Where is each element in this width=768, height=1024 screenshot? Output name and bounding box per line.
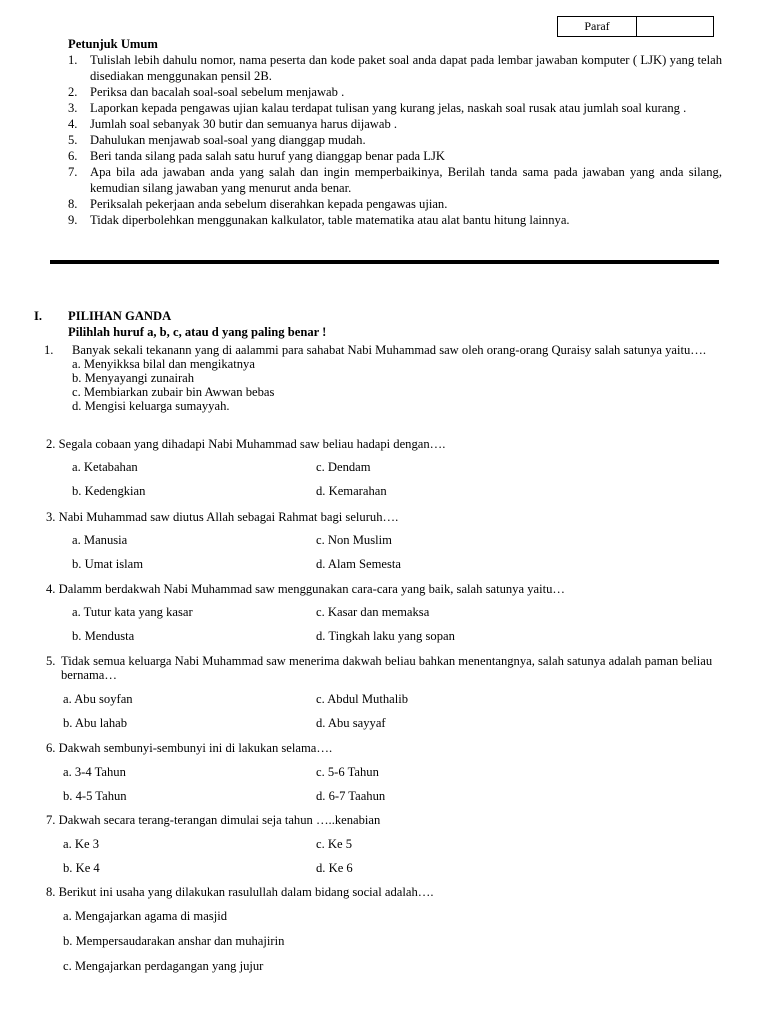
option-b[interactable]: b. Mempersaudarakan anshar dan muhajirin [63, 934, 285, 948]
instruction-text: Dahulukan menjawab soal-soal yang dianggap mudah. [90, 133, 366, 147]
option-c[interactable]: c. Mengajarkan perdagangan yang jujur [63, 959, 264, 973]
instruction-item [68, 196, 722, 212]
instruction-item [68, 116, 722, 132]
instruction-text: Beri tanda silang pada salah satu huruf yang dianggap benar pada LJK [90, 149, 445, 163]
instruction-item [68, 52, 722, 84]
section-heading [34, 309, 171, 324]
question-text: Dakwah sembunyi-sembunyi ini di lakukan selama…. [58, 741, 333, 755]
question-number: 2. [46, 437, 56, 451]
instruction-item [68, 148, 722, 164]
question-text: Nabi Muhammad saw diutus Allah sebagai Rahmat bagi seluruh…. [58, 510, 399, 524]
instruction-number: 1. [68, 53, 78, 67]
instruction-item [68, 212, 722, 228]
question-6 [46, 741, 332, 755]
option-d[interactable]: d. 6-7 Taahun [316, 789, 386, 803]
option-c[interactable]: c. Non Muslim [316, 533, 392, 547]
option-a[interactable]: a. Menyikksa bilal dan mengikatnya [72, 357, 255, 371]
instruction-number: 5. [68, 133, 78, 147]
option-d[interactable]: d. Ke 6 [316, 861, 353, 875]
instruction-text: Tidak diperbolehkan menggunakan kalkulator, table matematika atau alat bantu hitung lainnya. [90, 213, 570, 227]
option-c[interactable]: c. Ke 5 [316, 837, 353, 851]
question-number: 1. [44, 343, 54, 357]
option-b[interactable]: b. Kedengkian [72, 484, 146, 498]
question-3 [46, 510, 398, 524]
question-4 [46, 582, 565, 596]
option-a[interactable]: a. Ketabahan [72, 460, 138, 474]
option-b[interactable]: b. Mendusta [72, 629, 135, 643]
option-a[interactable]: a. Abu soyfan [63, 692, 133, 706]
option-b[interactable]: b. Abu lahab [63, 716, 128, 730]
instruction-item [68, 132, 722, 148]
question-number: 5. [46, 654, 56, 668]
option-a[interactable]: a. Mengajarkan agama di masjid [63, 909, 228, 923]
instruction-number: 6. [68, 149, 78, 163]
option-c[interactable]: c. Kasar dan memaksa [316, 605, 430, 619]
question-1 [44, 343, 724, 413]
option-b[interactable]: b. Ke 4 [63, 861, 100, 875]
option-a[interactable]: a. Ke 3 [63, 837, 100, 851]
option-b[interactable]: b. Umat islam [72, 557, 144, 571]
option-c[interactable]: c. Membiarkan zubair bin Awwan bebas [72, 385, 275, 399]
paraf-label: Paraf [558, 17, 637, 36]
option-d[interactable]: d. Mengisi keluarga sumayyah. [72, 399, 230, 413]
paraf-signature-field[interactable] [637, 17, 713, 36]
instruction-item [68, 164, 722, 196]
question-text: Banyak sekali tekanann yang di aalammi para sahabat Nabi Muhammad saw oleh orang-orang Quraisy salah satunya yaitu…. [72, 343, 707, 357]
option-a[interactable]: a. 3-4 Tahun [63, 765, 126, 779]
instruction-text: Periksalah pekerjaan anda sebelum diserahkan kepada pengawas ujian. [90, 197, 448, 211]
instruction-text: Apa bila ada jawaban anda yang salah dan ingin memperbaikinya, Berilah tanda sama pada jawaban yang anda silang, kemudian silang jawaban yang menurut anda benar. [90, 165, 722, 195]
question-number: 6. [46, 741, 56, 755]
section-title: PILIHAN GANDA [68, 309, 172, 323]
option-d[interactable]: d. Abu sayyaf [316, 716, 386, 730]
instruction-number: 2. [68, 85, 78, 99]
option-b[interactable]: b. 4-5 Tahun [63, 789, 127, 803]
instruction-text: Jumlah soal sebanyak 30 butir dan semuanya harus dijawab . [90, 117, 398, 131]
instructions-title: Petunjuk Umum [68, 37, 158, 51]
instruction-number: 4. [68, 117, 78, 131]
option-a[interactable]: a. Manusia [72, 533, 128, 547]
question-number: 4. [46, 582, 56, 596]
instruction-number: 8. [68, 197, 78, 211]
paraf-box [557, 16, 714, 37]
question-number: 3. [46, 510, 56, 524]
instruction-text: Periksa dan bacalah soal-soal sebelum menjawab . [90, 85, 345, 99]
section-number: I. [34, 309, 43, 323]
option-d[interactable]: d. Tingkah laku yang sopan [316, 629, 455, 643]
section-divider [50, 260, 719, 264]
option-c[interactable]: c. 5-6 Tahun [316, 765, 379, 779]
instruction-item [68, 84, 722, 100]
option-b[interactable]: b. Menyayangi zunairah [72, 371, 195, 385]
question-text: Dakwah secara terang-terangan dimulai seja tahun …..kenabian [58, 813, 381, 827]
option-c[interactable]: c. Abdul Muthalib [316, 692, 408, 706]
instruction-text: Tulislah lebih dahulu nomor, nama peserta dan kode paket soal anda dapat pada lembar jawaban komputer ( LJK) yang telah disediakan menggunakan pensil 2B. [90, 53, 722, 83]
question-2 [46, 437, 445, 451]
section-instruction: Pilihlah huruf a, b, c, atau d yang paling benar ! [68, 325, 327, 339]
question-text: Tidak semua keluarga Nabi Muhammad saw menerima dakwah beliau bahkan menentangnya, salah satunya adalah paman beliau bernama… [61, 654, 713, 682]
question-7 [46, 813, 380, 827]
option-d[interactable]: d. Alam Semesta [316, 557, 401, 571]
instruction-item [68, 100, 722, 116]
option-c[interactable]: c. Dendam [316, 460, 371, 474]
instruction-number: 7. [68, 165, 78, 179]
question-8 [46, 885, 434, 899]
question-text: Segala cobaan yang dihadapi Nabi Muhammad saw beliau hadapi dengan…. [58, 437, 446, 451]
option-a[interactable]: a. Tutur kata yang kasar [72, 605, 193, 619]
question-text: Berikut ini usaha yang dilakukan rasulullah dalam bidang social adalah…. [58, 885, 434, 899]
general-instructions [68, 36, 722, 228]
question-5 [46, 654, 726, 682]
question-number: 8. [46, 885, 56, 899]
question-text: Dalamm berdakwah Nabi Muhammad saw menggunakan cara-cara yang baik, salah satunya yaitu… [58, 582, 565, 596]
question-number: 7. [46, 813, 56, 827]
instruction-text: Laporkan kepada pengawas ujian kalau terdapat tulisan yang kurang jelas, naskah soal rusak atau jumlah soal kurang . [90, 101, 687, 115]
instruction-number: 9. [68, 213, 78, 227]
option-d[interactable]: d. Kemarahan [316, 484, 387, 498]
instruction-number: 3. [68, 101, 78, 115]
